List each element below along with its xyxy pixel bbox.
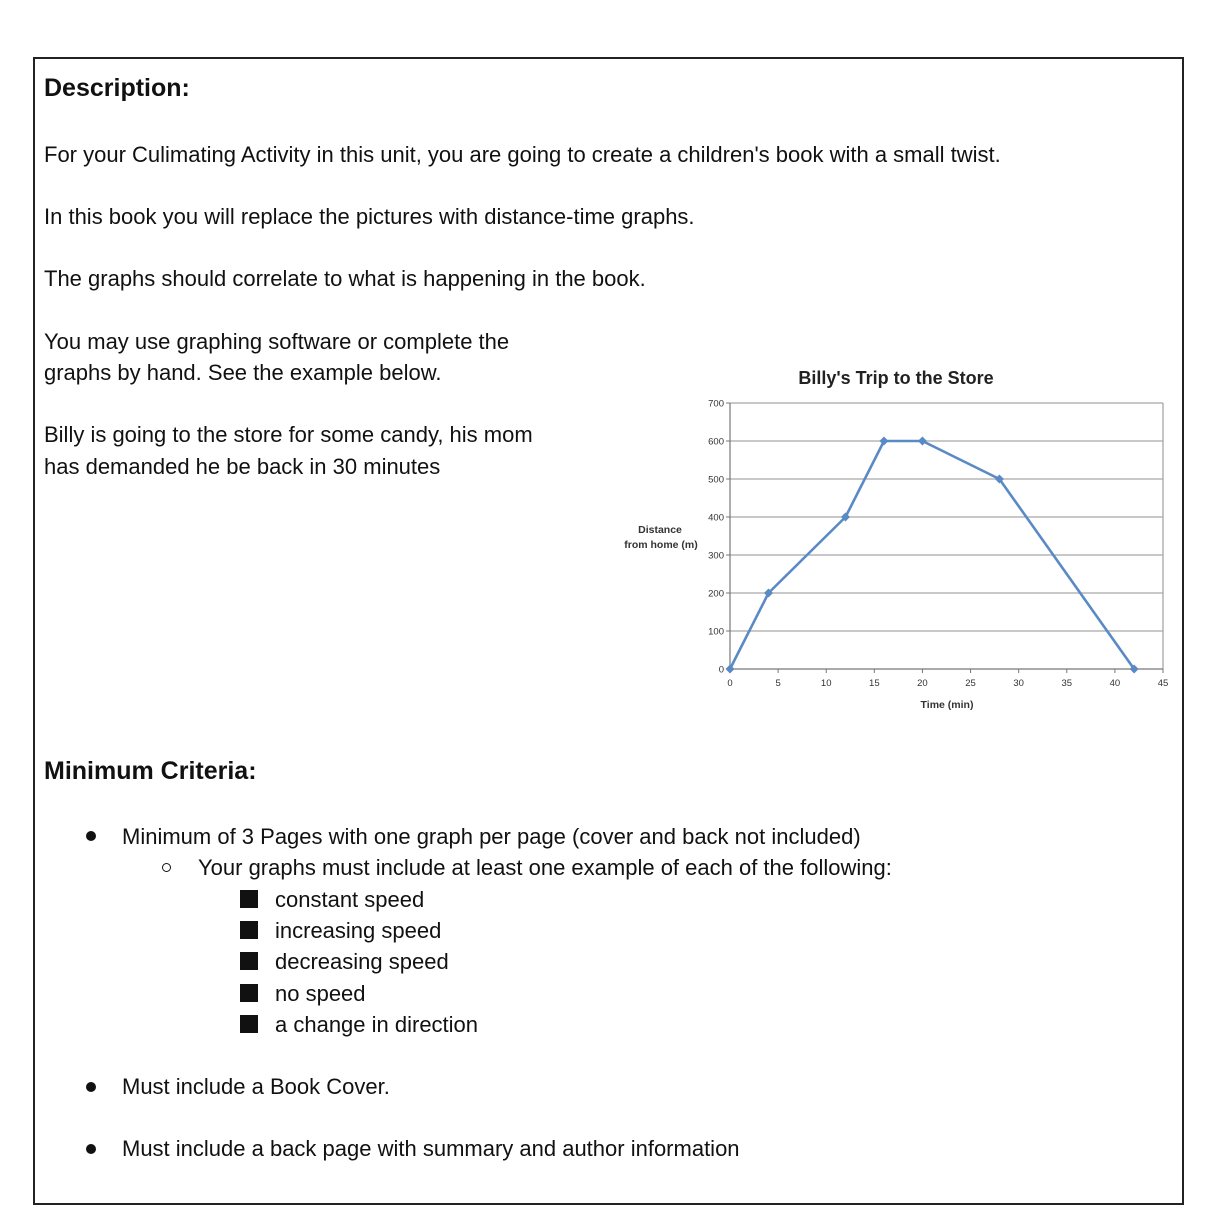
description-paragraph-4-line-1: You may use graphing software or complete the xyxy=(44,329,510,354)
y-tick-label: 600 xyxy=(708,436,724,448)
x-tick-label: 20 xyxy=(917,678,928,689)
square-bullet xyxy=(240,952,258,970)
x-tick-label: 15 xyxy=(869,678,880,689)
criteria-item-2: increasing speed xyxy=(275,918,442,943)
square-bullet xyxy=(240,984,258,1002)
y-tick-label: 700 xyxy=(708,398,724,410)
x-tick-label: 10 xyxy=(820,678,832,689)
description-paragraph-4-line-2: graphs by hand. See the example below. xyxy=(44,360,442,385)
bullet-dot xyxy=(86,831,96,841)
y-tick-label: 100 xyxy=(708,626,724,638)
description-paragraph-1: For your Culimating Activity in this unit, you are going to create a children's book with a small twist. xyxy=(44,142,1001,167)
description-paragraph-5-line-2: has demanded he be back in 30 minutes xyxy=(44,454,441,479)
data-point xyxy=(726,665,735,674)
criteria-item-3: decreasing speed xyxy=(275,949,449,974)
bullet-dot xyxy=(86,1144,96,1154)
data-point xyxy=(879,437,888,446)
description-paragraph-3: The graphs should correlate to what is happening in the book. xyxy=(44,266,646,291)
chart-title: Billy's Trip to the Store xyxy=(798,368,994,388)
x-tick-label: 45 xyxy=(1157,678,1169,689)
y-tick-label: 400 xyxy=(708,512,724,524)
x-tick-label: 30 xyxy=(1013,678,1024,689)
square-bullet xyxy=(240,890,258,908)
criteria-bullet-3: Must include a back page with summary and author information xyxy=(122,1136,740,1161)
criteria-heading: Minimum Criteria: xyxy=(44,757,257,785)
criteria-item-4: no speed xyxy=(275,981,366,1006)
data-point xyxy=(918,437,927,446)
description-paragraph-5-line-1: Billy is going to the store for some candy, his mom xyxy=(44,422,533,447)
criteria-item-1: constant speed xyxy=(275,887,425,912)
x-tick-label: 35 xyxy=(1061,678,1073,689)
y-tick-label: 0 xyxy=(718,664,724,676)
y-tick-label: 300 xyxy=(708,550,724,562)
x-tick-label: 25 xyxy=(965,678,976,689)
y-axis-label-line-2: from home (m) xyxy=(624,539,698,551)
x-tick-label: 0 xyxy=(727,678,733,689)
bullet-dot xyxy=(86,1082,96,1092)
square-bullet xyxy=(240,1015,258,1033)
x-axis-label: Time (min) xyxy=(920,699,974,711)
criteria-item-5: a change in direction xyxy=(275,1012,479,1037)
sub-bullet-circle xyxy=(162,863,171,872)
criteria-bullet-1: Minimum of 3 Pages with one graph per page (cover and back not included) xyxy=(122,824,861,849)
criteria-bullet-2: Must include a Book Cover. xyxy=(122,1074,390,1099)
y-tick-label: 500 xyxy=(708,474,724,486)
y-tick-label: 200 xyxy=(708,588,724,600)
square-bullet xyxy=(240,921,258,939)
x-tick-label: 5 xyxy=(775,678,781,689)
description-paragraph-2: In this book you will replace the pictures with distance-time graphs. xyxy=(44,204,695,229)
x-tick-label: 40 xyxy=(1109,678,1121,689)
description-heading: Description: xyxy=(44,74,190,102)
y-axis-label-line-1: Distance xyxy=(638,524,682,536)
criteria-sub-bullet-1: Your graphs must include at least one example of each of the following: xyxy=(198,855,892,880)
